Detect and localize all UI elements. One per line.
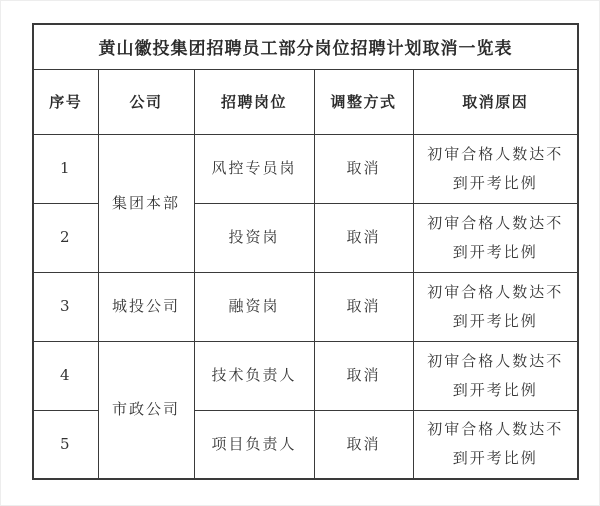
company-cell: 集团本部: [98, 134, 194, 272]
table-title-row: [33, 24, 578, 69]
company-cell: 市政公司: [98, 341, 194, 479]
adjustment-cell: 取消: [314, 410, 413, 479]
table-title: 黄山徽投集团招聘员工部分岗位招聘计划取消一览表: [33, 24, 578, 69]
reason-cell: 初审合格人数达不到开考比例: [413, 341, 578, 410]
row-no: 3: [33, 272, 98, 341]
column-header-no: 序号: [33, 69, 98, 134]
position-cell: 技术负责人: [194, 341, 314, 410]
reason-cell: 初审合格人数达不到开考比例: [413, 272, 578, 341]
company-cell: 城投公司: [98, 272, 194, 341]
position-cell: 项目负责人: [194, 410, 314, 479]
adjustment-cell: 取消: [314, 341, 413, 410]
row-no: 5: [33, 410, 98, 479]
table-row: [33, 134, 578, 203]
adjustment-cell: 取消: [314, 134, 413, 203]
column-header-position: 招聘岗位: [194, 69, 314, 134]
position-cell: 风控专员岗: [194, 134, 314, 203]
adjustment-cell: 取消: [314, 203, 413, 272]
row-no: 1: [33, 134, 98, 203]
table-header-row: [33, 69, 578, 134]
position-cell: 投资岗: [194, 203, 314, 272]
row-no: 4: [33, 341, 98, 410]
row-no: 2: [33, 203, 98, 272]
reason-cell: 初审合格人数达不到开考比例: [413, 410, 578, 479]
column-header-adjustment: 调整方式: [314, 69, 413, 134]
table-row: [33, 341, 578, 410]
column-header-reason: 取消原因: [413, 69, 578, 134]
table-row: [33, 272, 578, 341]
position-cell: 融资岗: [194, 272, 314, 341]
reason-cell: 初审合格人数达不到开考比例: [413, 134, 578, 203]
reason-cell: 初审合格人数达不到开考比例: [413, 203, 578, 272]
adjustment-cell: 取消: [314, 272, 413, 341]
cancellation-table: [32, 23, 579, 480]
column-header-company: 公司: [98, 69, 194, 134]
